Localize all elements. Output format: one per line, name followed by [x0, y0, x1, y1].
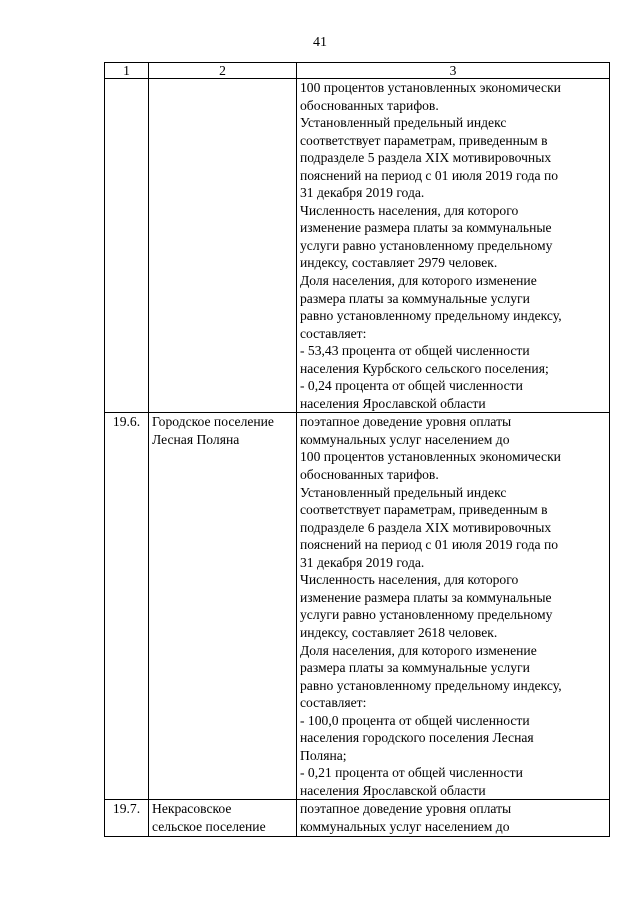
description-line: соответствует параметрам, приведенным в	[300, 132, 548, 148]
description-line: населения Ярославской области	[300, 395, 486, 411]
description-line: поэтапное доведение уровня оплаты	[300, 414, 512, 430]
description-line: подразделе 6 раздела XIX мотивировочных	[300, 519, 552, 535]
description-line: услуги равно установленному предельному	[300, 607, 553, 623]
description-line: Численность населения, для которого	[300, 202, 519, 218]
description-line: составляет:	[300, 325, 367, 341]
settlement-name-line: сельское поселение	[152, 818, 266, 834]
description-line: поэтапное доведение уровня оплаты	[300, 801, 512, 817]
row-number: 19.7.	[105, 800, 149, 836]
description-line: населения Ярославской области	[300, 782, 486, 798]
description-line: 31 декабря 2019 года.	[300, 554, 425, 570]
table-row	[105, 79, 610, 413]
description-line: индексу, составляет 2618 человек.	[300, 624, 498, 640]
description	[297, 800, 610, 836]
tariff-table	[104, 62, 610, 837]
description-line: обоснованных тарифов.	[300, 467, 439, 483]
description-line: - 100,0 процента от общей численности	[300, 712, 530, 728]
description-line: населения Курбского сельского поселения;	[300, 360, 549, 376]
description-line: - 53,43 процента от общей численности	[300, 343, 530, 359]
column-header-2: 2	[149, 63, 297, 79]
column-header-3: 3	[297, 63, 610, 79]
table-header-row	[105, 63, 610, 79]
description-line: пояснений на период с 01 июля 2019 года по	[300, 537, 559, 553]
description-line: 100 процентов установленных экономически	[300, 80, 561, 95]
description-line: размера платы за коммунальные услуги	[300, 290, 530, 306]
description-line: размера платы за коммунальные услуги	[300, 660, 530, 676]
description-line: равно установленному предельному индексу,	[300, 677, 562, 693]
table-row	[105, 800, 610, 836]
description-line: населения городского поселения Лесная	[300, 730, 534, 746]
description-line: изменение размера платы за коммунальные	[300, 589, 552, 605]
description-line: Установленный предельный индекс	[300, 484, 507, 500]
description-line: Установленный предельный индекс	[300, 115, 507, 131]
description	[297, 413, 610, 800]
row-number: 19.6.	[105, 413, 149, 800]
settlement-name	[149, 413, 297, 800]
table-row	[105, 413, 610, 800]
description-line: коммунальных услуг населением до	[300, 431, 510, 447]
description-line: 31 декабря 2019 года.	[300, 185, 425, 201]
column-header-1: 1	[105, 63, 149, 79]
description-line: - 0,21 процента от общей численности	[300, 765, 523, 781]
settlement-name-line: Лесная Поляна	[152, 431, 240, 447]
description-line: подразделе 5 раздела XIX мотивировочных	[300, 150, 552, 166]
description-line: 100 процентов установленных экономически	[300, 449, 561, 465]
description	[297, 79, 610, 413]
description-line: Поляна;	[300, 747, 347, 763]
settlement-name	[149, 800, 297, 836]
description-line: соответствует параметрам, приведенным в	[300, 502, 548, 518]
description-line: равно установленному предельному индексу,	[300, 308, 562, 324]
description-line: индексу, составляет 2979 человек.	[300, 255, 498, 271]
description-line: - 0,24 процента от общей численности	[300, 378, 523, 394]
description-line: пояснений на период с 01 июля 2019 года по	[300, 167, 559, 183]
description-line: коммунальных услуг населением до	[300, 818, 510, 834]
settlement-name	[149, 79, 297, 413]
page-number: 41	[313, 35, 327, 50]
description-line: Доля населения, для которого изменение	[300, 273, 537, 289]
description-line: изменение размера платы за коммунальные	[300, 220, 552, 236]
row-number	[105, 79, 149, 413]
description-line: обоснованных тарифов.	[300, 97, 439, 113]
description-line: Доля населения, для которого изменение	[300, 642, 537, 658]
settlement-name-line: Некрасовское	[152, 801, 232, 817]
description-line: Численность населения, для которого	[300, 572, 519, 588]
settlement-name-line: Городское поселение	[152, 414, 274, 430]
description-line: составляет:	[300, 695, 367, 711]
description-line: услуги равно установленному предельному	[300, 237, 553, 253]
table-body	[105, 79, 610, 837]
